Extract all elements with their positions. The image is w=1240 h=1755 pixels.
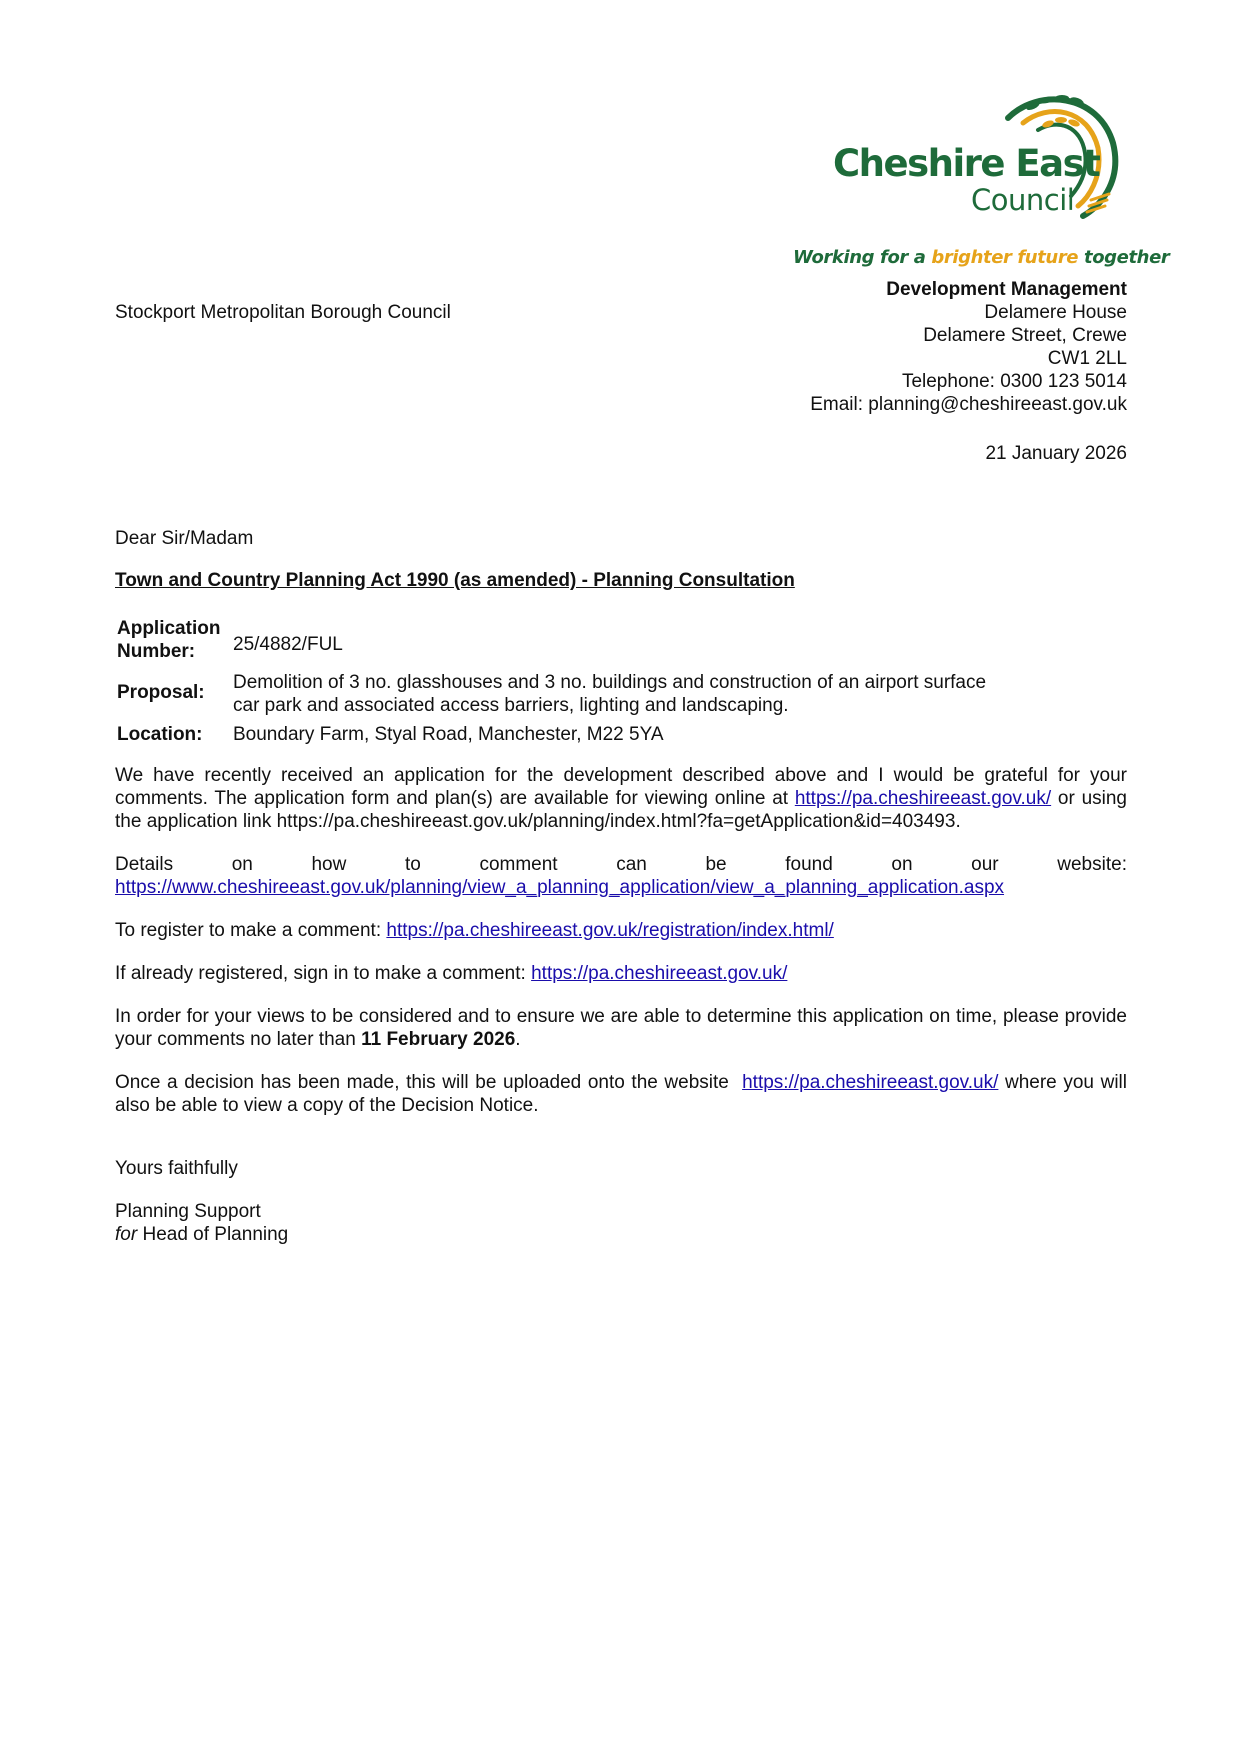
portal-link[interactable]: https://pa.cheshireeast.gov.uk/ [794, 788, 1052, 809]
logo-line2: Council [971, 183, 1075, 217]
signoff: Yours faithfully [115, 1158, 238, 1179]
para1-text-a: We have recently received an application for the development described above and I would be grateful for your comments. The application form and plan(s) are available for viewing online at [115, 765, 1127, 809]
proposal-line1: Demolition of 3 no. glasshouses and 3 no. buildings and construction of an airport surface [233, 672, 987, 693]
paragraph-intro [115, 764, 1127, 833]
sender-building: Delamere House [984, 302, 1127, 323]
letter-date: 21 January 2026 [985, 443, 1127, 464]
detail-row-app-number [117, 615, 1013, 665]
slogan-part1: Working for a [793, 247, 932, 268]
deadline-date: 11 February 2026 [361, 1029, 516, 1050]
paragraph-register [115, 919, 1127, 942]
recipient-address: Stockport Metropolitan Borough Council [115, 302, 451, 323]
registration-link[interactable]: https://pa.cheshireeast.gov.uk/registration/index.html/ [386, 920, 834, 941]
location-value: Boundary Farm, Styal Road, Manchester, M22 5YA [233, 724, 664, 745]
sender-telephone: Telephone: 0300 123 5014 [901, 371, 1127, 392]
word: on [231, 854, 253, 875]
guidance-link[interactable]: https://www.cheshireeast.gov.uk/planning/view_a_planning_application/view_a_planning_application.aspx [115, 877, 1005, 898]
how-to-comment-words [115, 853, 1127, 876]
location-label: Location: [117, 724, 203, 745]
sign-in-text: If already registered, sign in to make a comment: [115, 963, 532, 984]
logo-line1: Cheshire East [833, 142, 1100, 185]
for-word: for [115, 1224, 138, 1245]
word: website: [1057, 854, 1127, 875]
proposal-value [233, 665, 1013, 719]
deadline-text-a: In order for your views to be considered and to ensure we are able to determine this application on time, please provide your comments no later than [115, 1006, 1127, 1050]
decision-portal-link[interactable]: https://pa.cheshireeast.gov.uk/ [742, 1072, 999, 1093]
sender-department: Development Management [886, 279, 1127, 300]
word: our [971, 854, 999, 875]
sender-postcode: CW1 2LL [1047, 348, 1127, 369]
sign-in-link[interactable]: https://pa.cheshireeast.gov.uk/ [531, 963, 788, 984]
para1-text-b: or using the application link https://pa.cheshireeast.gov.uk/planning/index.html?fa=getApplication&id=403493. [115, 788, 1127, 832]
application-details-table [117, 615, 1013, 748]
proposal-label: Proposal: [117, 681, 205, 703]
word: found [785, 854, 833, 875]
register-text: To register to make a comment: [115, 920, 387, 941]
word: be [705, 854, 727, 875]
slogan-part3: together [1078, 247, 1170, 268]
word: Details [115, 854, 174, 875]
word: how [311, 854, 347, 875]
paragraph-deadline [115, 1005, 1127, 1051]
word: to [404, 854, 421, 875]
signature-block [115, 1200, 1127, 1246]
council-logo [833, 88, 1133, 223]
letter-body [115, 527, 1127, 1246]
word: can [616, 854, 647, 875]
detail-row-proposal [117, 665, 1013, 719]
paragraph-how-to-comment [115, 853, 1127, 899]
logo-slogan [793, 246, 1169, 269]
sender-address [810, 278, 1127, 416]
app-number-value: 25/4882/FUL [233, 633, 343, 655]
subject-heading: Town and Country Planning Act 1990 (as amended) - Planning Consultation [115, 570, 795, 591]
sender-street: Delamere Street, Crewe [923, 325, 1127, 346]
decision-text-a: Once a decision has been made, this will be uploaded onto the website [115, 1072, 743, 1093]
signatory-role [115, 1223, 1127, 1246]
slogan-part2: brighter future [931, 247, 1079, 268]
paragraph-decision [115, 1071, 1127, 1117]
signatory: Planning Support [115, 1201, 261, 1222]
role-text: Head of Planning [137, 1224, 289, 1245]
word: comment [479, 854, 558, 875]
app-number-label [117, 615, 233, 665]
decision-text-b: where you will also be able to view a copy of the Decision Notice. [115, 1072, 1128, 1116]
proposal-line2: car park and associated access barriers, lighting and landscaping. [233, 695, 789, 716]
sender-email: Email: planning@cheshireeast.gov.uk [810, 394, 1127, 415]
app-number-label-line2: Number: [117, 641, 196, 662]
deadline-text-b: . [515, 1029, 521, 1050]
detail-row-location [117, 719, 1013, 748]
app-number-label-line1: Application [117, 618, 221, 639]
word: on [891, 854, 913, 875]
paragraph-sign-in [115, 962, 1127, 985]
salutation: Dear Sir/Madam [115, 528, 254, 549]
